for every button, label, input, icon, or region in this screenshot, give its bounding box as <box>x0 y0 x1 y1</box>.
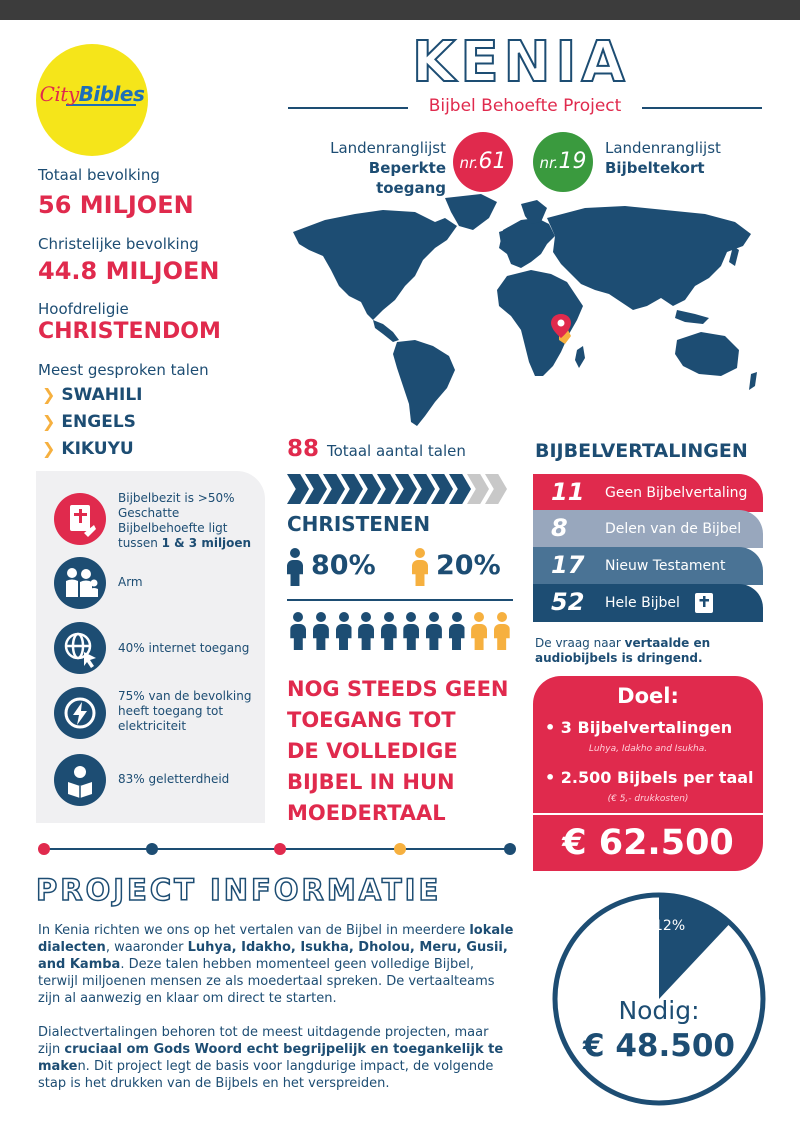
person-icon <box>358 612 374 650</box>
person-icon <box>403 612 419 650</box>
goal-box <box>533 676 763 871</box>
ranking-restricted-badge: nr.61 <box>453 132 513 192</box>
project-subtitle: Bijbel Behoefte Project <box>428 96 622 116</box>
goal-total: € 62.500 <box>562 823 734 863</box>
translation-row-portions: 8 Delen van de Bijbel <box>533 510 763 548</box>
country-title: KENIA <box>412 30 630 95</box>
person-icon <box>494 612 510 650</box>
person-icon <box>287 546 305 588</box>
population-value: 56 MILJOEN <box>38 191 194 219</box>
ranking-shortage-badge: nr.19 <box>533 132 593 192</box>
needed-amount: € 48.500 <box>583 1028 735 1064</box>
population-label: Totaal bevolking <box>38 166 160 184</box>
christian-percentage: 80% <box>311 550 376 581</box>
christians-title: CHRISTENEN <box>287 512 431 536</box>
funded-percentage: 12% <box>654 918 686 934</box>
country-facts-panel <box>36 471 265 823</box>
main-religion-value: CHRISTENDOM <box>38 319 221 344</box>
divider-dot <box>504 843 516 855</box>
ranking-restricted-label: Landenranglijst Beperkte toegang <box>330 139 446 197</box>
person-icon <box>412 546 430 588</box>
top-bar <box>0 0 800 20</box>
bible-ownership-text: Bijbelbezit is >50% Geschatte Bijbelbehoefte ligt tussen 1 & 3 miljoen <box>118 491 252 550</box>
languages-chevron-bar <box>287 474 513 504</box>
main-religion-label: Hoofdreligie <box>38 300 129 318</box>
person-icon <box>313 612 329 650</box>
language-item: ❯ KIKUYU <box>42 439 134 459</box>
spoken-languages-label: Meest gesproken talen <box>38 361 209 379</box>
goal-item-translations-detail: Luhya, Idakho and Isukha. <box>588 744 708 754</box>
lightning-icon <box>54 687 106 739</box>
divider-dot <box>394 843 406 855</box>
logo-part2: Bibles <box>78 82 145 106</box>
christian-population-label: Christelijke bevolking <box>38 235 199 253</box>
languages-label: Totaal aantal talen <box>327 442 466 460</box>
christian-population-value: 44.8 MILJOEN <box>38 257 220 285</box>
citybibles-logo <box>36 44 148 156</box>
chevron-right-icon: ❯ <box>42 385 56 404</box>
person-icon <box>336 612 352 650</box>
translations-title: BIJBELVERTALINGEN <box>535 440 748 462</box>
divider-dot <box>146 843 158 855</box>
electricity-text: 75% van de bevolking heeft toegang tot elektriciteit <box>118 689 252 733</box>
people-row <box>287 610 513 652</box>
logo-part1: City <box>39 82 79 106</box>
person-icon <box>381 612 397 650</box>
languages-count: 88 <box>287 436 320 462</box>
divider-dot <box>274 843 286 855</box>
goal-item-bibles-detail: (€ 5,- drukkosten) <box>607 794 689 804</box>
translations-note: De vraag naar vertaalde en audiobijbels is dringend. <box>535 636 711 665</box>
other-percentage: 20% <box>436 550 501 581</box>
goal-title: Doel: <box>617 684 679 708</box>
ranking-shortage-label: Landenranglijst Bijbeltekort <box>605 139 721 177</box>
book-hand-icon <box>54 493 106 545</box>
goal-divider <box>533 813 763 815</box>
translation-row-none: 11 Geen Bijbelvertaling <box>533 474 763 512</box>
project-title: PROJECT INFORMATIE <box>36 873 442 907</box>
person-icon <box>471 612 487 650</box>
person-icon <box>449 612 465 650</box>
chevron-right-icon: ❯ <box>42 439 56 458</box>
literacy-text: 83% geletterdheid <box>118 772 230 786</box>
divider-dot <box>38 843 50 855</box>
poverty-text: Arm <box>118 575 143 589</box>
language-item: ❯ ENGELS <box>42 412 136 432</box>
reader-icon <box>54 754 106 806</box>
needed-label: Nodig: <box>618 996 700 1025</box>
project-paragraph-1: In Kenia richten we ons op het vertalen van de Bijbel in meerdere lokale dialecten, waaronder Luhya, Idakho, Isukha, Dholou, Meru, Gusii, and Kamba. Deze talen hebben momenteel geen volledige Bijbel, terwijl miljoenen mensen ze als moedertaal spreken. De vertaalteams zijn al aanwezig en klaar om direct te starten. <box>38 923 514 1006</box>
subtitle-line-left <box>288 107 408 109</box>
translation-row-new-testament: 17 Nieuw Testament <box>533 547 763 585</box>
subtitle-row <box>288 96 762 120</box>
person-icon <box>290 612 306 650</box>
goal-item-bibles: • 2.500 Bijbels per taal <box>545 768 754 787</box>
chevron-right-icon: ❯ <box>42 412 56 431</box>
subtitle-line-right <box>642 107 762 109</box>
globe-cursor-icon <box>54 622 106 674</box>
world-map <box>285 190 765 430</box>
key-message: NOG STEEDS GEEN TOEGANG TOT DE VOLLEDIGE BIJBEL IN HUN MOEDERTAAL <box>287 677 509 825</box>
project-paragraph-2: Dialectvertalingen behoren tot de meest uitdagende projecten, maar zijn cruciaal om Gods Woord echt begrijpelijk en toegankelijk te maken. Dit project legt de basis voor langdurige impact, de volgende stap is het drukken van de Bijbels en het verspreiden. <box>38 1025 504 1091</box>
goal-item-translations: • 3 Bijbelvertalingen <box>545 718 733 737</box>
people-divider <box>287 599 513 601</box>
language-item: ❯ SWAHILI <box>42 385 143 405</box>
family-icon <box>54 557 106 609</box>
translation-row-full-bible: 52 Hele Bijbel <box>533 584 763 622</box>
bible-icon <box>694 592 714 614</box>
internet-access-text: 40% internet toegang <box>118 641 250 655</box>
person-icon <box>426 612 442 650</box>
